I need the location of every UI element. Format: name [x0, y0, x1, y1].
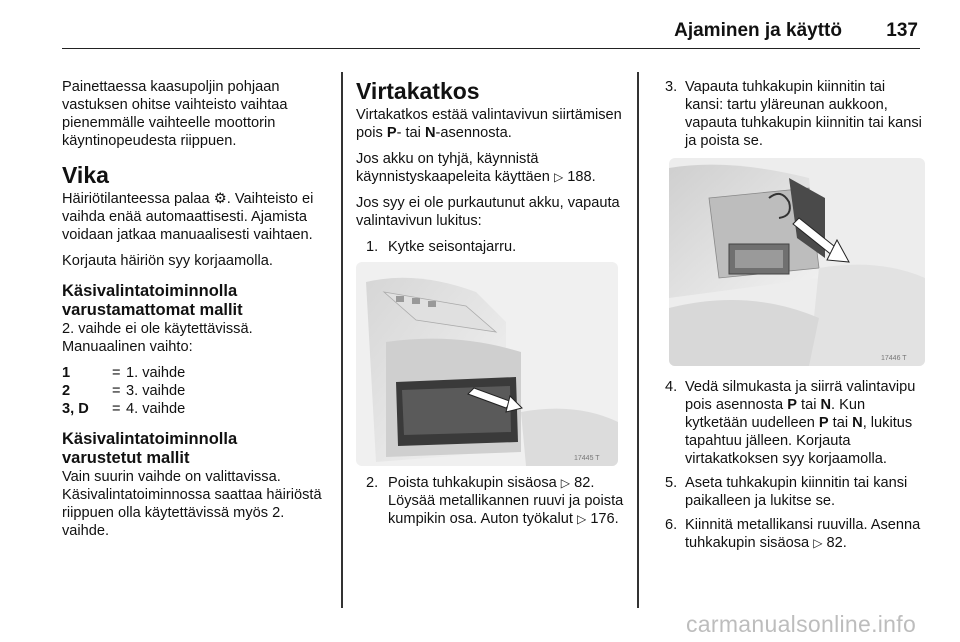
column-divider — [637, 72, 639, 608]
virtakatkos-paragraph-3: Jos syy ei ole purkautunut akku, vapauta valintavivun lukitus: — [356, 195, 620, 229]
step-6: 6. Kiinnitä metallikansi ruuvilla. Asenna tuhkakupin sisäosa ▷ 82. — [665, 517, 921, 551]
models-without-manual-text: 2. vaihde ei ole käytettävissä. Manuaalinen vaihto: — [62, 321, 253, 355]
gear-row: 2 = 3. vaihde — [62, 383, 186, 399]
intro-paragraph: Painettaessa kaasupoljin pohjaan vastuksen ohitse vaihteisto vaihtaa pienemmälle vaihteelle moottorin käyntinopeudesta riippuen. — [62, 79, 288, 149]
step-2: 2. Poista tuhkakupin sisäosa ▷ 82. Löysää metallikannen ruuvi ja poista kumpikin osa. Auton työkalut ▷ 176. — [366, 475, 624, 527]
section-heading-vika: Vika — [62, 162, 109, 188]
watermark: carmanualsonline.info — [686, 611, 917, 637]
virtakatkos-paragraph-1: Virtakatkos estää valintavivun siirtämisen pois P- tai N-asennosta. — [356, 107, 622, 141]
step-1: 1. Kytke seisontajarru. — [366, 239, 517, 255]
gear-row: 1 = 1. vaihde — [62, 365, 186, 381]
heading-models-with-manual: Käsivalintatoiminnolla varustetut mallit — [62, 430, 238, 467]
models-with-manual-text: Vain suurin vaihde on valittavissa. Käsivalintatoiminnossa saattaa häiriöstä riippuen olla käytettävissä myös 2. vaihde. — [62, 469, 322, 539]
chapter-title: Ajaminen ja käyttö — [674, 20, 842, 41]
column-divider — [341, 72, 343, 608]
page-number: 137 — [886, 20, 918, 41]
gear-row: 3, D = 4. vaihde — [62, 401, 186, 417]
virtakatkos-paragraph-2: Jos akku on tyhjä, käynnistä käynnistyskaapeleita käyttäen ▷ 188. — [356, 151, 596, 185]
step-4: 4. Vedä silmukasta ja siirrä valintavipu pois asennosta P tai N. Kun kytketään uudelleen P tai N, lukitus tapahtuu jälleen. Korjauta virtakatkoksen syy korjaamolla. — [665, 379, 916, 467]
column-left — [62, 78, 334, 548]
column-middle — [356, 78, 628, 534]
step-3: 3. Vapauta tuhkakupin kiinnitin tai kansi: tartu yläreunan aukkoon, vapauta tuhkakupin kiinnitin tai kansi ja poista se. — [665, 79, 922, 149]
vika-paragraph: Häiriötilanteessa palaa ⚙. Vaihteisto ei vaihda enää automaattisesti. Ajamista voidaan jatkaa manuaalisesti vaihtaen. — [62, 191, 314, 243]
section-heading-virtakatkos: Virtakatkos — [356, 78, 480, 104]
ashtray-illustration — [356, 262, 618, 466]
illustration-code: 17445 T — [574, 455, 600, 462]
page-ref-arrow-icon: ▷ — [560, 476, 571, 490]
illustration-code: 17446 T — [881, 355, 907, 362]
page-ref-arrow-icon: ▷ — [577, 512, 587, 526]
page-header — [62, 14, 920, 49]
page-ref-arrow-icon: ▷ — [553, 170, 564, 184]
column-right — [665, 78, 927, 558]
step-5: 5. Aseta tuhkakupin kiinnitin tai kansi paikalleen ja lukitse se. — [665, 475, 908, 509]
transmission-warning-icon: ⚙ — [213, 191, 227, 207]
gear-table — [62, 364, 334, 418]
vika-repair-paragraph: Korjauta häiriön syy korjaamolla. — [62, 253, 273, 269]
heading-models-without-manual: Käsivalintatoiminnolla varustamattomat mallit — [62, 282, 243, 319]
ashtray-clip-illustration — [669, 158, 925, 366]
page-ref-arrow-icon: ▷ — [813, 536, 823, 550]
